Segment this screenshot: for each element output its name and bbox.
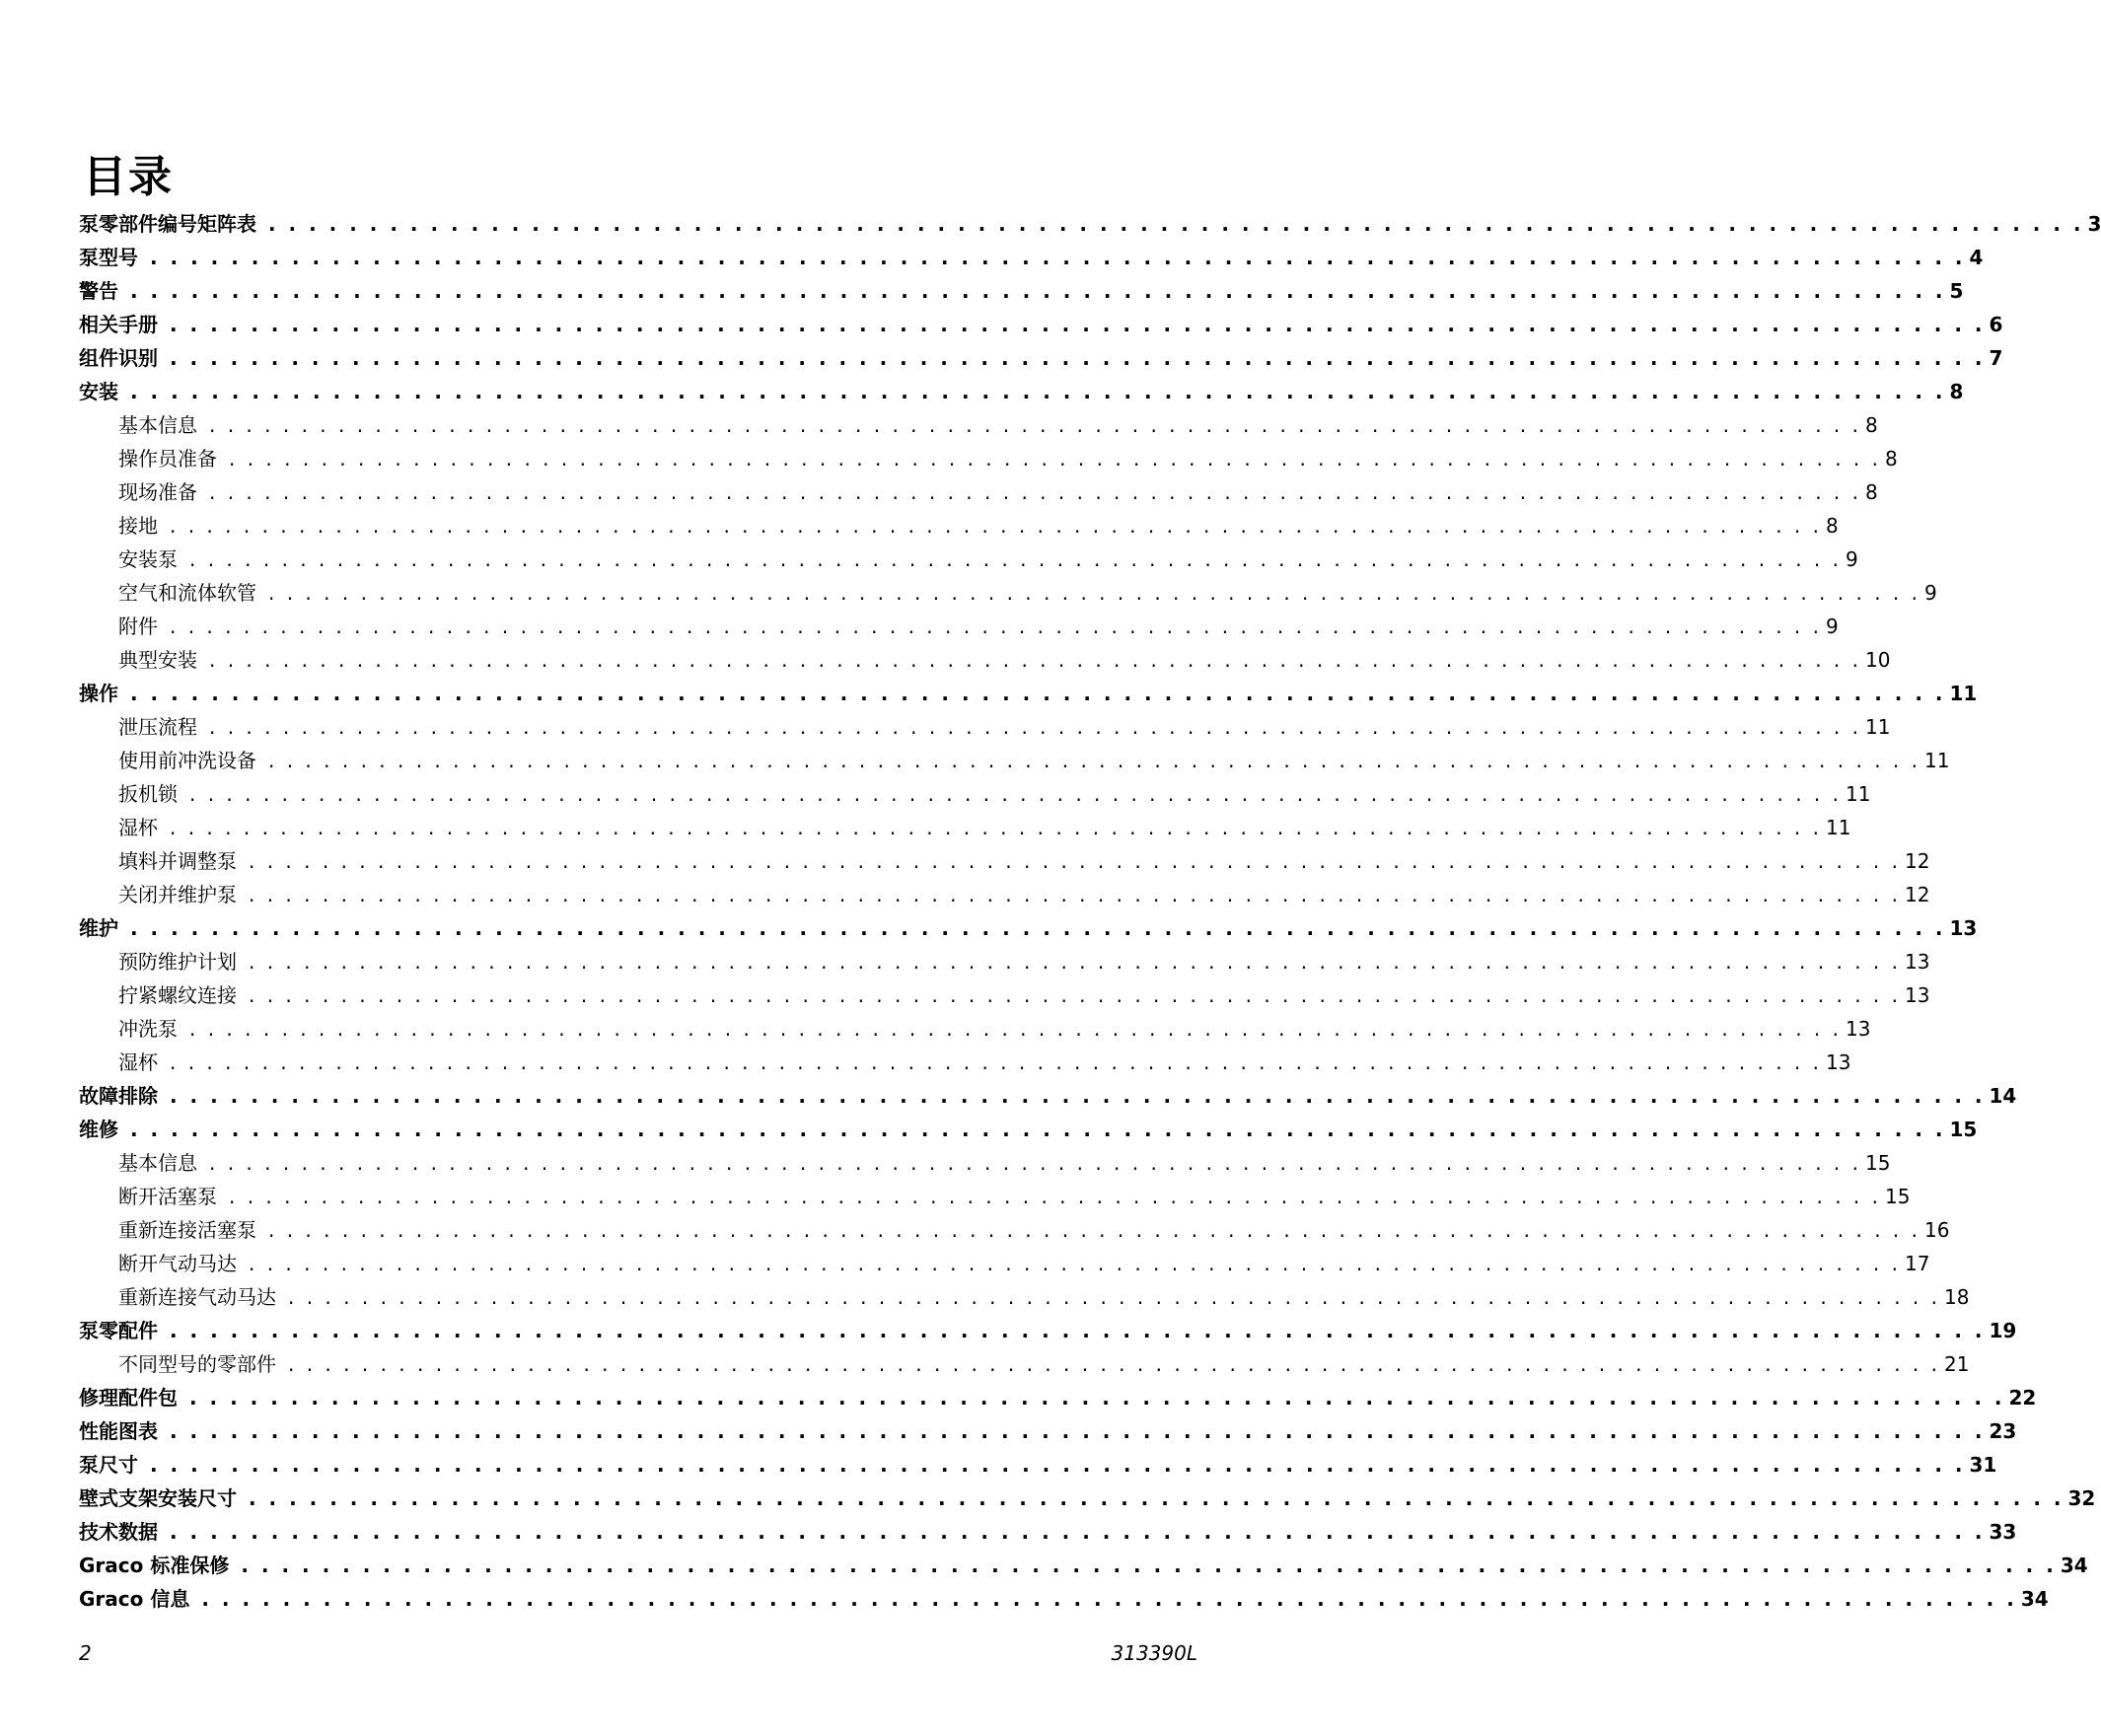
toc-entry-label: 组件识别: [79, 346, 158, 370]
dot-leader: . . . . . . . . . . . . . . . . . . . . . . . . . . . . . . . . . . . . . . . . . . . . . . . . . . . . . . . . . . . . . . . . . . . . . . . . . . . . . . . . . . . . . . . . . .: [229, 447, 1881, 470]
dot-leader: . . . . . . . . . . . . . . . . . . . . . . . . . . . . . . . . . . . . . . . . . . . . . . . . . . . . . . . . . . . . . . . . . . . . . . . . . . . . . . . . . . . . . . . . . .: [268, 581, 1920, 605]
toc-entry-page-number: 11: [1864, 715, 1891, 739]
toc-section[interactable]: [79, 1515, 2017, 1549]
toc-entry-page-number: 9: [1825, 615, 1839, 638]
toc-entry-label: 扳机锁: [118, 782, 178, 806]
toc-entry-page-number: 13: [1904, 983, 1930, 1007]
toc-entry-label: 泵型号: [79, 246, 138, 269]
toc-entry-label: Graco 信息: [79, 1587, 190, 1611]
toc-subsection[interactable]: [79, 777, 1871, 811]
toc-entry-page-number: 8: [1864, 480, 1878, 504]
toc-subsection[interactable]: [79, 408, 1878, 442]
dot-leader: . . . . . . . . . . . . . . . . . . . . . . . . . . . . . . . . . . . . . . . . . . . . . . . . . . . . . . . . . . . . . . . . . . . . . . . . . . . . . . . . . . . . . . . . . .: [170, 514, 1822, 538]
table-of-contents: [79, 207, 2101, 1616]
toc-entry-label: 填料并调整泵: [118, 849, 237, 873]
toc-subsection[interactable]: [79, 610, 1839, 643]
toc-section[interactable]: [79, 274, 1964, 308]
toc-entry-page-number: 3: [2087, 212, 2101, 236]
toc-entry-label: 技术数据: [79, 1520, 158, 1544]
toc-entry-label: 警告: [79, 279, 118, 303]
dot-leader: . . . . . . . . . . . . . . . . . . . . . . . . . . . . . . . . . . . . . . . . . . . . . . . . . . . . . . . . . . . . . . . . . . . . . . . . . . . . . . . . . . . . . . . . . .: [130, 380, 1946, 403]
toc-entry-page-number: 9: [1845, 547, 1858, 571]
toc-entry-page-number: 4: [1969, 246, 1984, 269]
dot-leader: . . . . . . . . . . . . . . . . . . . . . . . . . . . . . . . . . . . . . . . . . . . . . . . . . . . . . . . . . . . . . . . . . . . . . . . . . . . . . . . . . . . . . . . . . .: [170, 615, 1822, 638]
toc-subsection[interactable]: [79, 1280, 1970, 1314]
toc-subsection[interactable]: [79, 1012, 1871, 1046]
toc-entry-page-number: 22: [2008, 1386, 2037, 1410]
toc-subsection[interactable]: [79, 509, 1839, 542]
dot-leader: . . . . . . . . . . . . . . . . . . . . . . . . . . . . . . . . . . . . . . . . . . . . . . . . . . . . . . . . . . . . . . . . . . . . . . . . . . . . . . . . . . . . . . . . . .: [268, 1218, 1920, 1242]
toc-subsection[interactable]: [79, 1347, 1970, 1381]
toc-entry-page-number: 13: [1949, 916, 1978, 940]
toc-entry-page-number: 11: [1923, 749, 1950, 772]
dot-leader: . . . . . . . . . . . . . . . . . . . . . . . . . . . . . . . . . . . . . . . . . . . . . . . . . . . . . . . . . . . . . . . . . . . . . . . . . . . . . . . . . . . . . . . . . .: [249, 950, 1901, 974]
toc-entry-page-number: 21: [1943, 1352, 1970, 1376]
dot-leader: . . . . . . . . . . . . . . . . . . . . . . . . . . . . . . . . . . . . . . . . . . . . . . . . . . . . . . . . . . . . . . . . . . . . . . . . . . . . . . . . . . . . . . . . . .: [170, 1520, 1986, 1544]
toc-subsection[interactable]: [79, 1046, 1851, 1079]
toc-subsection[interactable]: [79, 1146, 1891, 1180]
dot-leader: . . . . . . . . . . . . . . . . . . . . . . . . . . . . . . . . . . . . . . . . . . . . . . . . . . . . . . . . . . . . . . . . . . . . . . . . . . . . . . . . . . . . . . . . . .: [288, 1285, 1940, 1309]
toc-entry-label: 性能图表: [79, 1419, 158, 1443]
toc-entry-label: 维修: [79, 1118, 118, 1141]
dot-leader: . . . . . . . . . . . . . . . . . . . . . . . . . . . . . . . . . . . . . . . . . . . . . . . . . . . . . . . . . . . . . . . . . . . . . . . . . . . . . . . . . . . . . . . . . .: [130, 279, 1946, 303]
toc-subsection[interactable]: [79, 744, 1950, 777]
toc-subsection[interactable]: [79, 1180, 1911, 1213]
dot-leader: . . . . . . . . . . . . . . . . . . . . . . . . . . . . . . . . . . . . . . . . . . . . . . . . . . . . . . . . . . . . . . . . . . . . . . . . . . . . . . . . . . . . . . . . . .: [170, 1319, 1986, 1342]
toc-subsection[interactable]: [79, 844, 1930, 878]
dot-leader: . . . . . . . . . . . . . . . . . . . . . . . . . . . . . . . . . . . . . . . . . . . . . . . . . . . . . . . . . . . . . . . . . . . . . . . . . . . . . . . . . . . . . . . . . .: [249, 983, 1901, 1007]
toc-entry-label: 重新连接活塞泵: [118, 1218, 256, 1242]
toc-entry-page-number: 14: [1989, 1084, 2017, 1108]
dot-leader: . . . . . . . . . . . . . . . . . . . . . . . . . . . . . . . . . . . . . . . . . . . . . . . . . . . . . . . . . . . . . . . . . . . . . . . . . . . . . . . . . . . . . . . . . .: [189, 1017, 1842, 1041]
toc-entry-label: Graco 标准保修: [79, 1554, 230, 1577]
toc-subsection[interactable]: [79, 442, 1898, 475]
dot-leader: . . . . . . . . . . . . . . . . . . . . . . . . . . . . . . . . . . . . . . . . . . . . . . . . . . . . . . . . . . . . . . . . . . . . . . . . . . . . . . . . . . . . . . . . . .: [189, 547, 1842, 571]
dot-leader: . . . . . . . . . . . . . . . . . . . . . . . . . . . . . . . . . . . . . . . . . . . . . . . . . . . . . . . . . . . . . . . . . . . . . . . . . . . . . . . . . . . . . . . . . .: [170, 313, 1986, 336]
toc-section[interactable]: [79, 1482, 2096, 1515]
toc-section[interactable]: [79, 1381, 2037, 1414]
dot-leader: . . . . . . . . . . . . . . . . . . . . . . . . . . . . . . . . . . . . . . . . . . . . . . . . . . . . . . . . . . . . . . . . . . . . . . . . . . . . . . . . . . . . . . . . . .: [209, 480, 1861, 504]
toc-entry-label: 现场准备: [118, 480, 197, 504]
dot-leader: . . . . . . . . . . . . . . . . . . . . . . . . . . . . . . . . . . . . . . . . . . . . . . . . . . . . . . . . . . . . . . . . . . . . . . . . . . . . . . . . . . . . . . . . . .: [150, 1453, 1966, 1477]
toc-subsection[interactable]: [79, 1213, 1950, 1247]
toc-entry-label: 不同型号的零部件: [118, 1352, 276, 1376]
toc-entry-label: 故障排除: [79, 1084, 158, 1108]
toc-subsection[interactable]: [79, 576, 1937, 610]
page-title: 目录: [83, 152, 174, 202]
toc-entry-page-number: 15: [1864, 1151, 1891, 1175]
dot-leader: . . . . . . . . . . . . . . . . . . . . . . . . . . . . . . . . . . . . . . . . . . . . . . . . . . . . . . . . . . . . . . . . . . . . . . . . . . . . . . . . . . . . . . . . . .: [130, 1118, 1946, 1141]
toc-entry-label: 泵零配件: [79, 1319, 158, 1342]
toc-entry-page-number: 12: [1904, 883, 1930, 906]
toc-entry-page-number: 7: [1989, 346, 2003, 370]
toc-entry-label: 相关手册: [79, 313, 158, 336]
toc-entry-page-number: 18: [1943, 1285, 1970, 1309]
toc-entry-label: 空气和流体软管: [118, 581, 256, 605]
toc-entry-label: 维护: [79, 916, 118, 940]
toc-entry-label: 湿杯: [118, 816, 158, 839]
toc-section[interactable]: [79, 375, 1964, 408]
dot-leader: . . . . . . . . . . . . . . . . . . . . . . . . . . . . . . . . . . . . . . . . . . . . . . . . . . . . . . . . . . . . . . . . . . . . . . . . . . . . . . . . . . . . . . . . . .: [209, 1151, 1861, 1175]
dot-leader: . . . . . . . . . . . . . . . . . . . . . . . . . . . . . . . . . . . . . . . . . . . . . . . . . . . . . . . . . . . . . . . . . . . . . . . . . . . . . . . . . . . . . . . . . .: [170, 1084, 1986, 1108]
toc-subsection[interactable]: [79, 1247, 1930, 1280]
dot-leader: . . . . . . . . . . . . . . . . . . . . . . . . . . . . . . . . . . . . . . . . . . . . . . . . . . . . . . . . . . . . . . . . . . . . . . . . . . . . . . . . . . . . . . . . . .: [249, 1252, 1901, 1275]
toc-section[interactable]: [79, 1549, 2088, 1582]
toc-section[interactable]: [79, 308, 2003, 341]
toc-subsection[interactable]: [79, 945, 1930, 978]
dot-leader: . . . . . . . . . . . . . . . . . . . . . . . . . . . . . . . . . . . . . . . . . . . . . . . . . . . . . . . . . . . . . . . . . . . . . . . . . . . . . . . . . . . . . . . . . .: [150, 246, 1966, 269]
dot-leader: . . . . . . . . . . . . . . . . . . . . . . . . . . . . . . . . . . . . . . . . . . . . . . . . . . . . . . . . . . . . . . . . . . . . . . . . . . . . . . . . . . . . . . . . . .: [170, 816, 1822, 839]
dot-leader: . . . . . . . . . . . . . . . . . . . . . . . . . . . . . . . . . . . . . . . . . . . . . . . . . . . . . . . . . . . . . . . . . . . . . . . . . . . . . . . . . . . . . . . . . .: [170, 346, 1986, 370]
toc-subsection[interactable]: [79, 811, 1851, 844]
toc-section[interactable]: [79, 1079, 2017, 1113]
toc-entry-page-number: 16: [1923, 1218, 1950, 1242]
dot-leader: . . . . . . . . . . . . . . . . . . . . . . . . . . . . . . . . . . . . . . . . . . . . . . . . . . . . . . . . . . . . . . . . . . . . . . . . . . . . . . . . . . . . . . . . . .: [170, 1050, 1822, 1074]
toc-entry-page-number: 34: [2020, 1587, 2049, 1611]
toc-entry-label: 安装泵: [118, 547, 178, 571]
toc-entry-page-number: 9: [1923, 581, 1937, 605]
toc-entry-page-number: 12: [1904, 849, 1930, 873]
toc-entry-page-number: 34: [2060, 1554, 2088, 1577]
toc-entry-label: 断开气动马达: [118, 1252, 237, 1275]
toc-entry-label: 基本信息: [118, 413, 197, 437]
dot-leader: . . . . . . . . . . . . . . . . . . . . . . . . . . . . . . . . . . . . . . . . . . . . . . . . . . . . . . . . . . . . . . . . . . . . . . . . . . . . . . . . . . . . . . . . . .: [209, 648, 1861, 672]
toc-entry-label: 使用前冲洗设备: [118, 749, 256, 772]
toc-entry-page-number: 5: [1949, 279, 1964, 303]
toc-entry-label: 基本信息: [118, 1151, 197, 1175]
toc-entry-label: 接地: [118, 514, 158, 538]
toc-entry-label: 冲洗泵: [118, 1017, 178, 1041]
toc-entry-page-number: 8: [1949, 380, 1964, 403]
toc-subsection[interactable]: [79, 978, 1930, 1012]
toc-entry-page-number: 10: [1864, 648, 1891, 672]
toc-entry-label: 典型安装: [118, 648, 197, 672]
toc-subsection[interactable]: [79, 643, 1891, 677]
toc-section[interactable]: [79, 241, 1984, 274]
dot-leader: . . . . . . . . . . . . . . . . . . . . . . . . . . . . . . . . . . . . . . . . . . . . . . . . . . . . . . . . . . . . . . . . . . . . . . . . . . . . . . . . . . . . . . . . . .: [189, 782, 1842, 806]
toc-entry-page-number: 23: [1989, 1419, 2017, 1443]
toc-entry-page-number: 11: [1845, 782, 1871, 806]
dot-leader: . . . . . . . . . . . . . . . . . . . . . . . . . . . . . . . . . . . . . . . . . . . . . . . . . . . . . . . . . . . . . . . . . . . . . . . . . . . . . . . . . . . . . . . . . .: [130, 916, 1946, 940]
dot-leader: . . . . . . . . . . . . . . . . . . . . . . . . . . . . . . . . . . . . . . . . . . . . . . . . . . . . . . . . . . . . . . . . . . . . . . . . . . . . . . . . . . . . . . . . . .: [209, 715, 1861, 739]
toc-section[interactable]: [79, 1448, 1997, 1482]
toc-entry-label: 壁式支架安装尺寸: [79, 1486, 237, 1510]
toc-subsection[interactable]: [79, 710, 1891, 744]
toc-entry-label: 拧紧螺纹连接: [118, 983, 237, 1007]
toc-entry-label: 操作员准备: [118, 447, 217, 470]
toc-section[interactable]: [79, 1582, 2049, 1616]
toc-entry-page-number: 17: [1904, 1252, 1930, 1275]
toc-entry-page-number: 32: [2067, 1486, 2096, 1510]
toc-entry-page-number: 31: [1969, 1453, 1997, 1477]
dot-leader: . . . . . . . . . . . . . . . . . . . . . . . . . . . . . . . . . . . . . . . . . . . . . . . . . . . . . . . . . . . . . . . . . . . . . . . . . . . . . . . . . . . . . . . . . .: [209, 413, 1861, 437]
dot-leader: . . . . . . . . . . . . . . . . . . . . . . . . . . . . . . . . . . . . . . . . . . . . . . . . . . . . . . . . . . . . . . . . . . . . . . . . . . . . . . . . . . . . . . . . . .: [189, 1386, 2005, 1410]
toc-entry-page-number: 8: [1864, 413, 1878, 437]
toc-section[interactable]: [79, 1314, 2017, 1347]
toc-entry-label: 断开活塞泵: [118, 1185, 217, 1208]
toc-entry-label: 重新连接气动马达: [118, 1285, 276, 1309]
toc-entry-label: 泵尺寸: [79, 1453, 138, 1477]
toc-entry-page-number: 33: [1989, 1520, 2017, 1544]
dot-leader: . . . . . . . . . . . . . . . . . . . . . . . . . . . . . . . . . . . . . . . . . . . . . . . . . . . . . . . . . . . . . . . . . . . . . . . . . . . . . . . . . . . . . . . . . .: [249, 1486, 2065, 1510]
toc-subsection[interactable]: [79, 878, 1930, 911]
toc-section[interactable]: [79, 1414, 2017, 1448]
toc-entry-label: 湿杯: [118, 1050, 158, 1074]
toc-section[interactable]: [79, 677, 1978, 710]
dot-leader: . . . . . . . . . . . . . . . . . . . . . . . . . . . . . . . . . . . . . . . . . . . . . . . . . . . . . . . . . . . . . . . . . . . . . . . . . . . . . . . . . . . . . . . . . .: [288, 1352, 1940, 1376]
toc-entry-page-number: 8: [1825, 514, 1839, 538]
dot-leader: . . . . . . . . . . . . . . . . . . . . . . . . . . . . . . . . . . . . . . . . . . . . . . . . . . . . . . . . . . . . . . . . . . . . . . . . . . . . . . . . . . . . . . . . . .: [241, 1554, 2057, 1577]
toc-entry-label: 泄压流程: [118, 715, 197, 739]
toc-entry-label: 安装: [79, 380, 118, 403]
dot-leader: . . . . . . . . . . . . . . . . . . . . . . . . . . . . . . . . . . . . . . . . . . . . . . . . . . . . . . . . . . . . . . . . . . . . . . . . . . . . . . . . . . . . . . . . . .: [268, 212, 2084, 236]
footer-page-number: 2: [79, 1641, 92, 1665]
toc-entry-label: 修理配件包: [79, 1386, 178, 1410]
toc-entry-label: 附件: [118, 615, 158, 638]
toc-entry-label: 操作: [79, 682, 118, 705]
toc-subsection[interactable]: [79, 542, 1858, 576]
toc-entry-page-number: 8: [1884, 447, 1898, 470]
toc-section[interactable]: [79, 1113, 1978, 1146]
dot-leader: . . . . . . . . . . . . . . . . . . . . . . . . . . . . . . . . . . . . . . . . . . . . . . . . . . . . . . . . . . . . . . . . . . . . . . . . . . . . . . . . . . . . . . . . . .: [268, 749, 1920, 772]
toc-entry-page-number: 13: [1825, 1050, 1851, 1074]
toc-entry-label: 预防维护计划: [118, 950, 237, 974]
footer-document-number: 313390L: [1111, 1641, 1197, 1665]
toc-section[interactable]: [79, 341, 2003, 375]
dot-leader: . . . . . . . . . . . . . . . . . . . . . . . . . . . . . . . . . . . . . . . . . . . . . . . . . . . . . . . . . . . . . . . . . . . . . . . . . . . . . . . . . . . . . . . . . .: [229, 1185, 1881, 1208]
toc-entry-page-number: 13: [1904, 950, 1930, 974]
toc-section[interactable]: [79, 911, 1978, 945]
toc-subsection[interactable]: [79, 475, 1878, 509]
toc-entry-page-number: 13: [1845, 1017, 1871, 1041]
dot-leader: . . . . . . . . . . . . . . . . . . . . . . . . . . . . . . . . . . . . . . . . . . . . . . . . . . . . . . . . . . . . . . . . . . . . . . . . . . . . . . . . . . . . . . . . . .: [130, 682, 1946, 705]
toc-entry-label: 关闭并维护泵: [118, 883, 237, 906]
dot-leader: . . . . . . . . . . . . . . . . . . . . . . . . . . . . . . . . . . . . . . . . . . . . . . . . . . . . . . . . . . . . . . . . . . . . . . . . . . . . . . . . . . . . . . . . . .: [249, 849, 1901, 873]
dot-leader: . . . . . . . . . . . . . . . . . . . . . . . . . . . . . . . . . . . . . . . . . . . . . . . . . . . . . . . . . . . . . . . . . . . . . . . . . . . . . . . . . . . . . . . . . .: [249, 883, 1901, 906]
toc-entry-page-number: 11: [1949, 682, 1978, 705]
toc-entry-label: 泵零部件编号矩阵表: [79, 212, 256, 236]
toc-entry-page-number: 6: [1989, 313, 2003, 336]
dot-leader: . . . . . . . . . . . . . . . . . . . . . . . . . . . . . . . . . . . . . . . . . . . . . . . . . . . . . . . . . . . . . . . . . . . . . . . . . . . . . . . . . . . . . . . . . .: [201, 1587, 2017, 1611]
toc-entry-page-number: 11: [1825, 816, 1851, 839]
toc-entry-page-number: 15: [1884, 1185, 1911, 1208]
toc-entry-page-number: 19: [1989, 1319, 2017, 1342]
dot-leader: . . . . . . . . . . . . . . . . . . . . . . . . . . . . . . . . . . . . . . . . . . . . . . . . . . . . . . . . . . . . . . . . . . . . . . . . . . . . . . . . . . . . . . . . . .: [170, 1419, 1986, 1443]
toc-entry-page-number: 15: [1949, 1118, 1978, 1141]
toc-section[interactable]: [79, 207, 2101, 241]
